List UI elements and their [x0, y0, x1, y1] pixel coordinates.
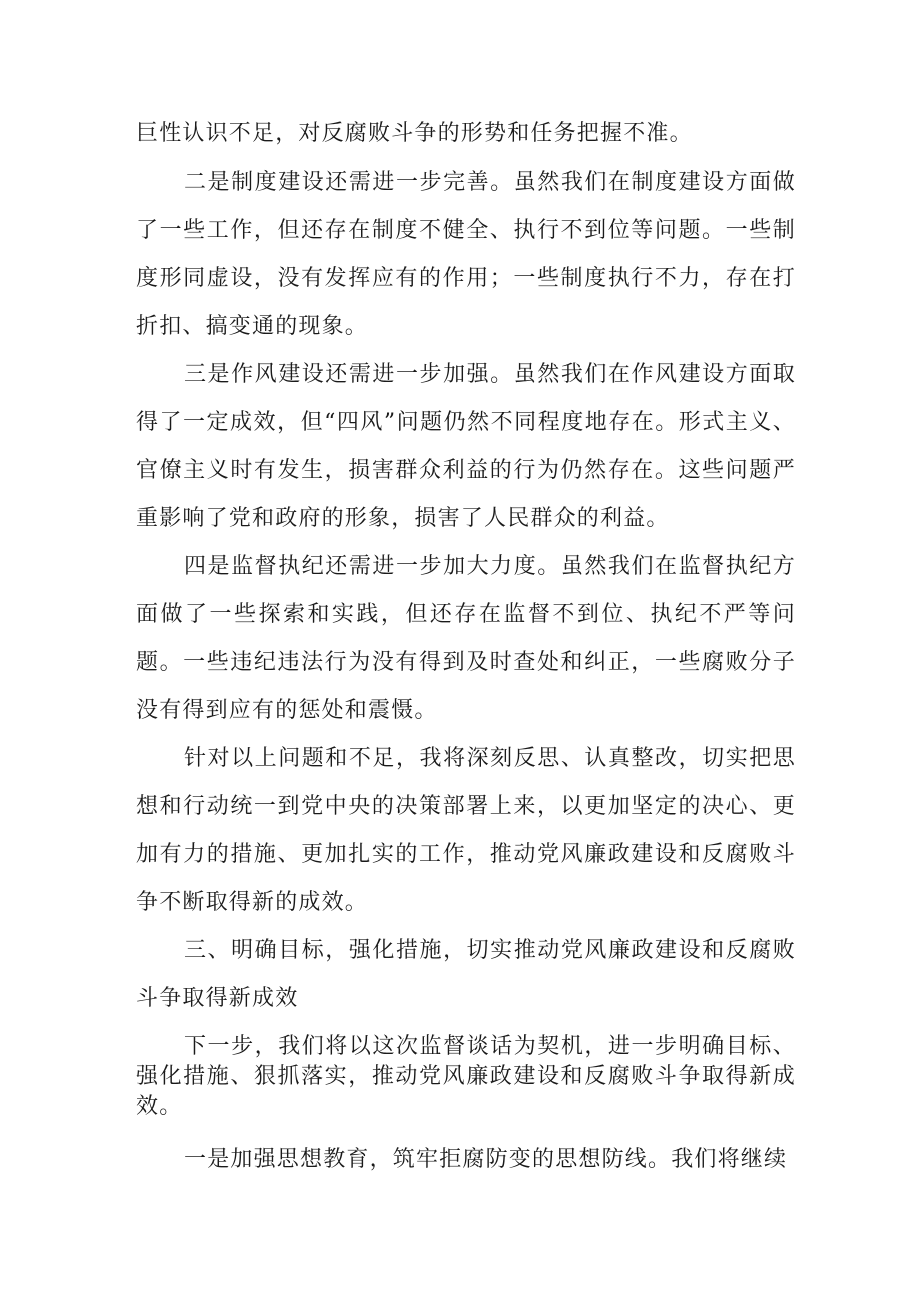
- paragraph-continuation: 巨性认识不足，对反腐败斗争的形势和任务把握不准。: [136, 121, 693, 146]
- paragraph-work-style: 三是作风建设还需进一步加强。虽然我们在作风建设方面取得了一定成效，但“四风”问题仍然不同程度地存在。形式主义、官僚主义时有发生，损害群众利益的行为仍然存在。这些问题严重影响了党和政府的形象，损害了人民群众的利益。: [136, 362, 796, 531]
- section-heading: 三、明确目标，强化措施，切实推动党风廉政建设和反腐败斗争取得新成效: [136, 938, 796, 1011]
- paragraph-institution-building: 二是制度建设还需进一步完善。虽然我们在制度建设方面做了一些工作，但还存在制度不健全、执行不到位等问题。一些制度形同虚设，没有发挥应有的作用；一些制度执行不力，存在打折扣、搞变通的现象。: [136, 170, 796, 339]
- paragraph-next-step: 下一步，我们将以这次监督谈话为契机，进一步明确目标、强化措施、狠抓落实，推动党风廉政建设和反腐败斗争取得新成效。: [136, 1034, 796, 1119]
- paragraph-rectification: 针对以上问题和不足，我将深刻反思、认真整改，切实把思想和行动统一到党中央的决策部署上来，以更加坚定的决心、更加有力的措施、更加扎实的工作，推动党风廉政建设和反腐败斗争不断取得新的成效。: [136, 746, 796, 915]
- paragraph-ideological-education: 一是加强思想教育，筑牢拒腐防变的思想防线。我们将继续: [184, 1147, 788, 1172]
- paragraph-supervision: 四是监督执纪还需进一步加大力度。虽然我们在监督执纪方面做了一些探索和实践，但还存在监督不到位、执纪不严等问题。一些违纪违法行为没有得到及时查处和纠正，一些腐败分子没有得到应有的惩处和震慑。: [136, 554, 796, 723]
